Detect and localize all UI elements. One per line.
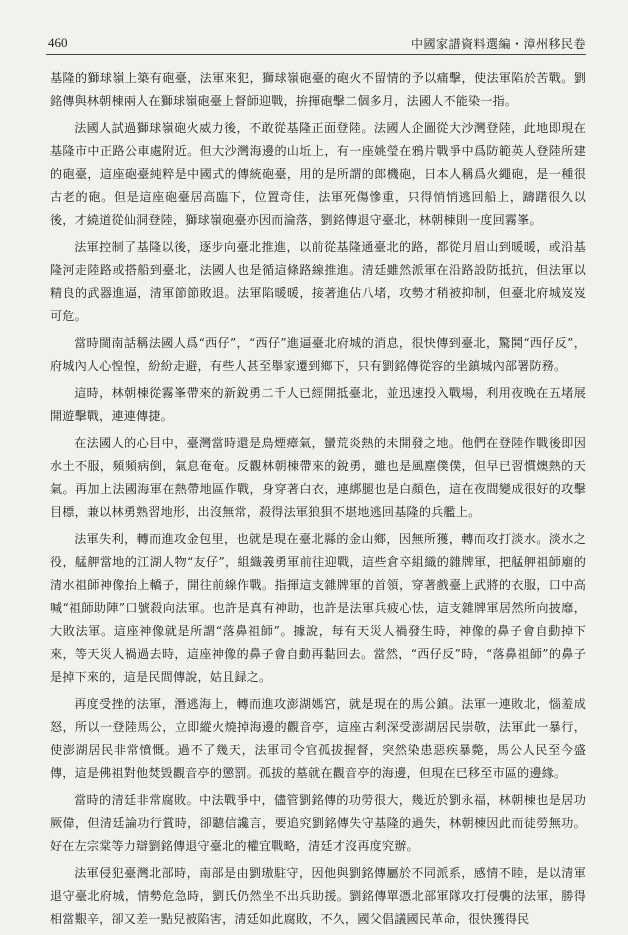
- paragraph-5: 這時，林朝棟從霧峯帶來的新銳勇二千人已經開抵臺北，並迅速投入戰場，利用夜晚在五堵展開遊擊戰，連連傳捷。: [50, 386, 586, 423]
- paragraph-1: 基隆的獅球嶺上築有砲臺，法軍來犯，獅球嶺砲臺的砲火不留情的予以痛擊，使法軍陷於苦戰。劉銘傳與林朝棟兩人在獅球嶺砲臺上督師迎戰，拚揮砲擊二個多月，法國人不能染一指。: [50, 71, 586, 108]
- book-title: 中國家譜資料選編・漳州移民卷: [410, 37, 586, 51]
- paragraph-6: 在法國人的心目中，臺灣當時還是鳥煙瘴氣，蠻荒炎熱的未開發之地。他們在登陸作戰後即因水土不服，頻頻病倒，氣息奄奄。反觀林朝棟帶來的銳勇，雖也是風塵僕僕，但早已習慣燠熱的天氣。再加上法國海軍在熱帶地區作戰，身穿著白衣，連綁腿也是白顏色，這在夜間變成很好的攻擊目標，兼以林勇熟習地形，出沒無常，殺得法軍狼狽不堪地逃回基隆的兵艦上。: [50, 436, 586, 519]
- running-header: [46, 34, 586, 55]
- body-text: [50, 67, 586, 935]
- paragraph-9: 當時的清廷非常腐敗。中法戰爭中，儘管劉銘傳的功勞很大，幾近於劉永福，林朝棟也是居功厥偉，但清廷論功行賞時，卻聽信讒言，要追究劉銘傳失守基隆的過失，林朝棟因此而徒勞無功。好在左宗棠等力辯劉銘傳退守臺北的權宜戰略，清廷才沒再度究辦。: [50, 793, 586, 853]
- paragraph-3: 法軍控制了基隆以後，逐步向臺北推進，以前從基隆通臺北的路，都從月眉山到暖暖，或沿基隆河走陸路或搭船到臺北，法國人也是循這條路線推進。清廷雖然派軍在沿路設防抵抗，但法軍以精良的武器進逼，清軍節節敗退。法軍陷暖暖，接著進佔八堵，攻勢才稍被抑制，但臺北府城岌岌可危。: [50, 240, 586, 323]
- paragraph-4: 當時閩南話稱法國人爲“西仔”，“西仔”進逼臺北府城的消息，很快傳到臺北，驚鬨“西仔反”，府城內人心惶惶，紛紛走避，有些人甚至舉家遷到鄉下，只有劉銘傳從容的坐鎮城內部署防務。: [50, 336, 586, 373]
- page-number: 460: [48, 35, 68, 50]
- paragraph-7: 法軍失利，轉而進攻金包里，也就是現在臺北縣的金山鄉，因無所獲，轉而攻打淡水。淡水之役，艋舺當地的江湖人物“友仔”，組織義勇軍前往迎戰，這些倉卒組織的雜牌軍，把艋舺祖師廟的清水祖師神像抬上轎子，開往前線作戰。指揮這支雜牌軍的首領，穿著戲臺上武將的衣服，口中高喊“祖師助陣”口號殺向法軍。也許是真有神助，也許是法軍兵疲心怯，這支雜牌軍居然所向披靡，大敗法軍。這座神像就是所謂“落鼻祖師”。據說，每有天災人禍發生時，神像的鼻子會自動掉下來，等天災人禍過去時，這座神像的鼻子會自動再黏回去。當然，“西仔反”時，“落鼻祖師”的鼻子是掉下來的，這是民間傳說，姑且録之。: [50, 532, 586, 684]
- paragraph-2: 法國人試過獅球嶺砲火威力後，不敢從基隆正面登陸。法國人企圖從大沙灣登陸，此地即現在基隆市中正路公車處附近。但大沙灣海邊的山坵上，有一座姚瑩在鴉片戰爭中爲防範英人登陸所建的砲臺，這座砲臺純粹是中國式的傳統砲臺，用的是所謂的郎機砲，日本人稱爲火繩砲，是一種很古老的砲。但是這座砲臺居高臨下，位置奇佳，法軍死傷慘重，只得悄悄逃回船上，躊躇很久以後，才繞道從仙洞登陸，獅球嶺砲臺亦因而淪落，劉銘傳退守臺北，林朝棟則一度回霧峯。: [50, 121, 586, 227]
- paragraph-10: 法軍侵犯臺灣北部時，南部是由劉璈駐守，因他與劉銘傳屬於不同派系，感情不睦，是以清軍退守臺北府城，情勢危急時，劉氏仍然坐不出兵助援。劉銘傳單憑北部軍隊攻打侵襲的法軍，勝得相當艱辛，卻又差一點兒被陷害，清廷如此腐敗，不久，國父倡議國民革命，很快獲得民: [50, 866, 586, 926]
- paragraph-8: 再度受挫的法軍，潛逃海上，轉而進攻澎湖媽宮，就是現在的馬公鎮。法軍一連敗北，惱羞成怒，所以一登陸馬公，立即縱火燒掉海邊的觀音亭，這座古剎深受澎湖居民崇敬，法軍此一暴行，使澎湖居民非常憤慨。過不了幾天，法軍司令官孤拔握督，突然染患惡疾暴斃，馬公人民至今盛傳，這是佛祖對他焚毀觀音亭的懲罰。孤拔的墓就在觀音亭的海邊，但現在已移至市區的邊緣。: [50, 697, 586, 780]
